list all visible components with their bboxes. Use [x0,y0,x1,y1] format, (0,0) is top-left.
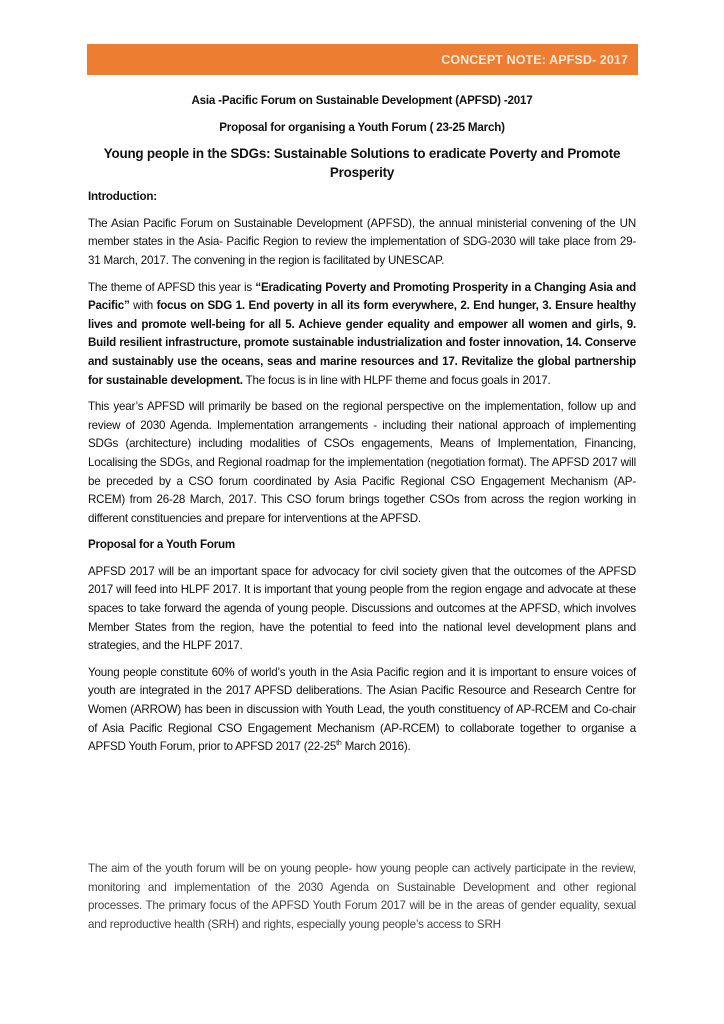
proposal-paragraph-2 [88,664,636,757]
aim-section [88,860,636,934]
header-label: CONCEPT NOTE: APFSD- 2017 [441,52,628,67]
introduction-paragraph-3: This year’s APFSD will primarily be based on the regional perspective on the implementation, follow up and review of 2030 Agenda. Implementation arrangements - including their national approach of implementing SDGs (architecture) including modalities of CSOs engagements, Means of Implementation, Financing, Localising the SDGs, and Regional roadmap for the implementation (negotiation format). The APFSD 2017 will be preceded by a CSO forum coordinated by Asia Pacific Regional CSO Engagement Mechanism (AP- RCEM) from 26-28 March, 2017. This CSO forum brings together CSOs from across the region working in different constituencies and prepare for interventions at the APFSD. [88,400,636,525]
introduction-heading: Introduction: [88,190,157,204]
theme-paragraph [88,279,636,391]
proposal-title: Proposal for organising a Youth Forum ( 23-25 March) [219,120,505,134]
theme-lead-text: The theme of APFSD this year is [88,280,256,294]
proposal-p2-text: Young people constitute 60% of world’s youth in the Asia Pacific region and it is important to ensure voices of youth are integrated in the 2017 APFSD deliberations. The Asian Pacific Resource and Research Centre for Women (ARROW) has been in discussion with Youth Lead, the youth constituency of AP-RCEM and Co-chair of Asia Pacific Regional CSO Engagement Mechanism (AP-RCEM) to collaborate together to organise a APFSD Youth Forum, prior to APFSD 2017 (22-25 [88,665,636,754]
forum-title: Asia -Pacific Forum on Sustainable Development (APFSD) -2017 [191,94,533,107]
ordinal-superscript: th [336,740,342,748]
theme-mid-text: with [129,299,157,313]
aim-paragraph: The aim of the youth forum will be on young people- how young people can actively participate in the review, monitoring and implementation of the 2030 Agenda on Sustainable Development and other regional processes. The primary focus of the APFSD Youth Forum 2017 will be in the areas of gender equality, sexual and reproductive health (SRH) and rights, especially young people’s access to SRH [88,862,636,931]
proposal-p2-end: March 2016). [341,740,411,754]
concept-note-header-bar [87,44,638,75]
introduction-paragraph-1: The Asian Pacific Forum on Sustainable Development (APFSD), the annual ministerial convening of the UN member states in the Asia- Pacific Region to review the implementation of SDG-2030 will take place from 29-31 March, 2017. The convening in the region is facilitated by UNESCAP. [88,216,636,267]
sdg-focus-bold-text: focus on SDG 1. End poverty in all its form everywhere, 2. End hunger, 3. Ensure healthy lives and promote well-being for all 5. Achieve gender equality and empower all women and girls, 9. Build resilient infrastructure, promote sustainable industrialization and foster innovation, 14. Conserve and sustainably use the oceans, seas and marine resources and 17. Revitalize the global partnership for sustainable development. [88,299,636,387]
theme-title: Young people in the SDGs: Sustainable Solutions to eradicate Poverty and Promote Prosperity [103,146,621,181]
theme-tail-text: The focus is in line with HLPF theme and focus goals in 2017. [242,373,551,387]
proposal-heading: Proposal for a Youth Forum [88,538,236,552]
proposal-paragraph-1: APFSD 2017 will be an important space for advocacy for civil society given that the outcomes of the APFSD 2017 will feed into HLPF 2017. It is important that young people from the region engage and advocate at these spaces to take forward the agenda of young people. Discussions and outcomes at the APFSD, which involves Member States from the region, have the potential to feed into the national level development plans and strategies, and the HLPF 2017. [88,564,636,653]
document-body [88,92,636,765]
theme-bold-text: “Eradicating Poverty and Promoting Prosperity in a Changing Asia and Pacific” [88,280,636,313]
